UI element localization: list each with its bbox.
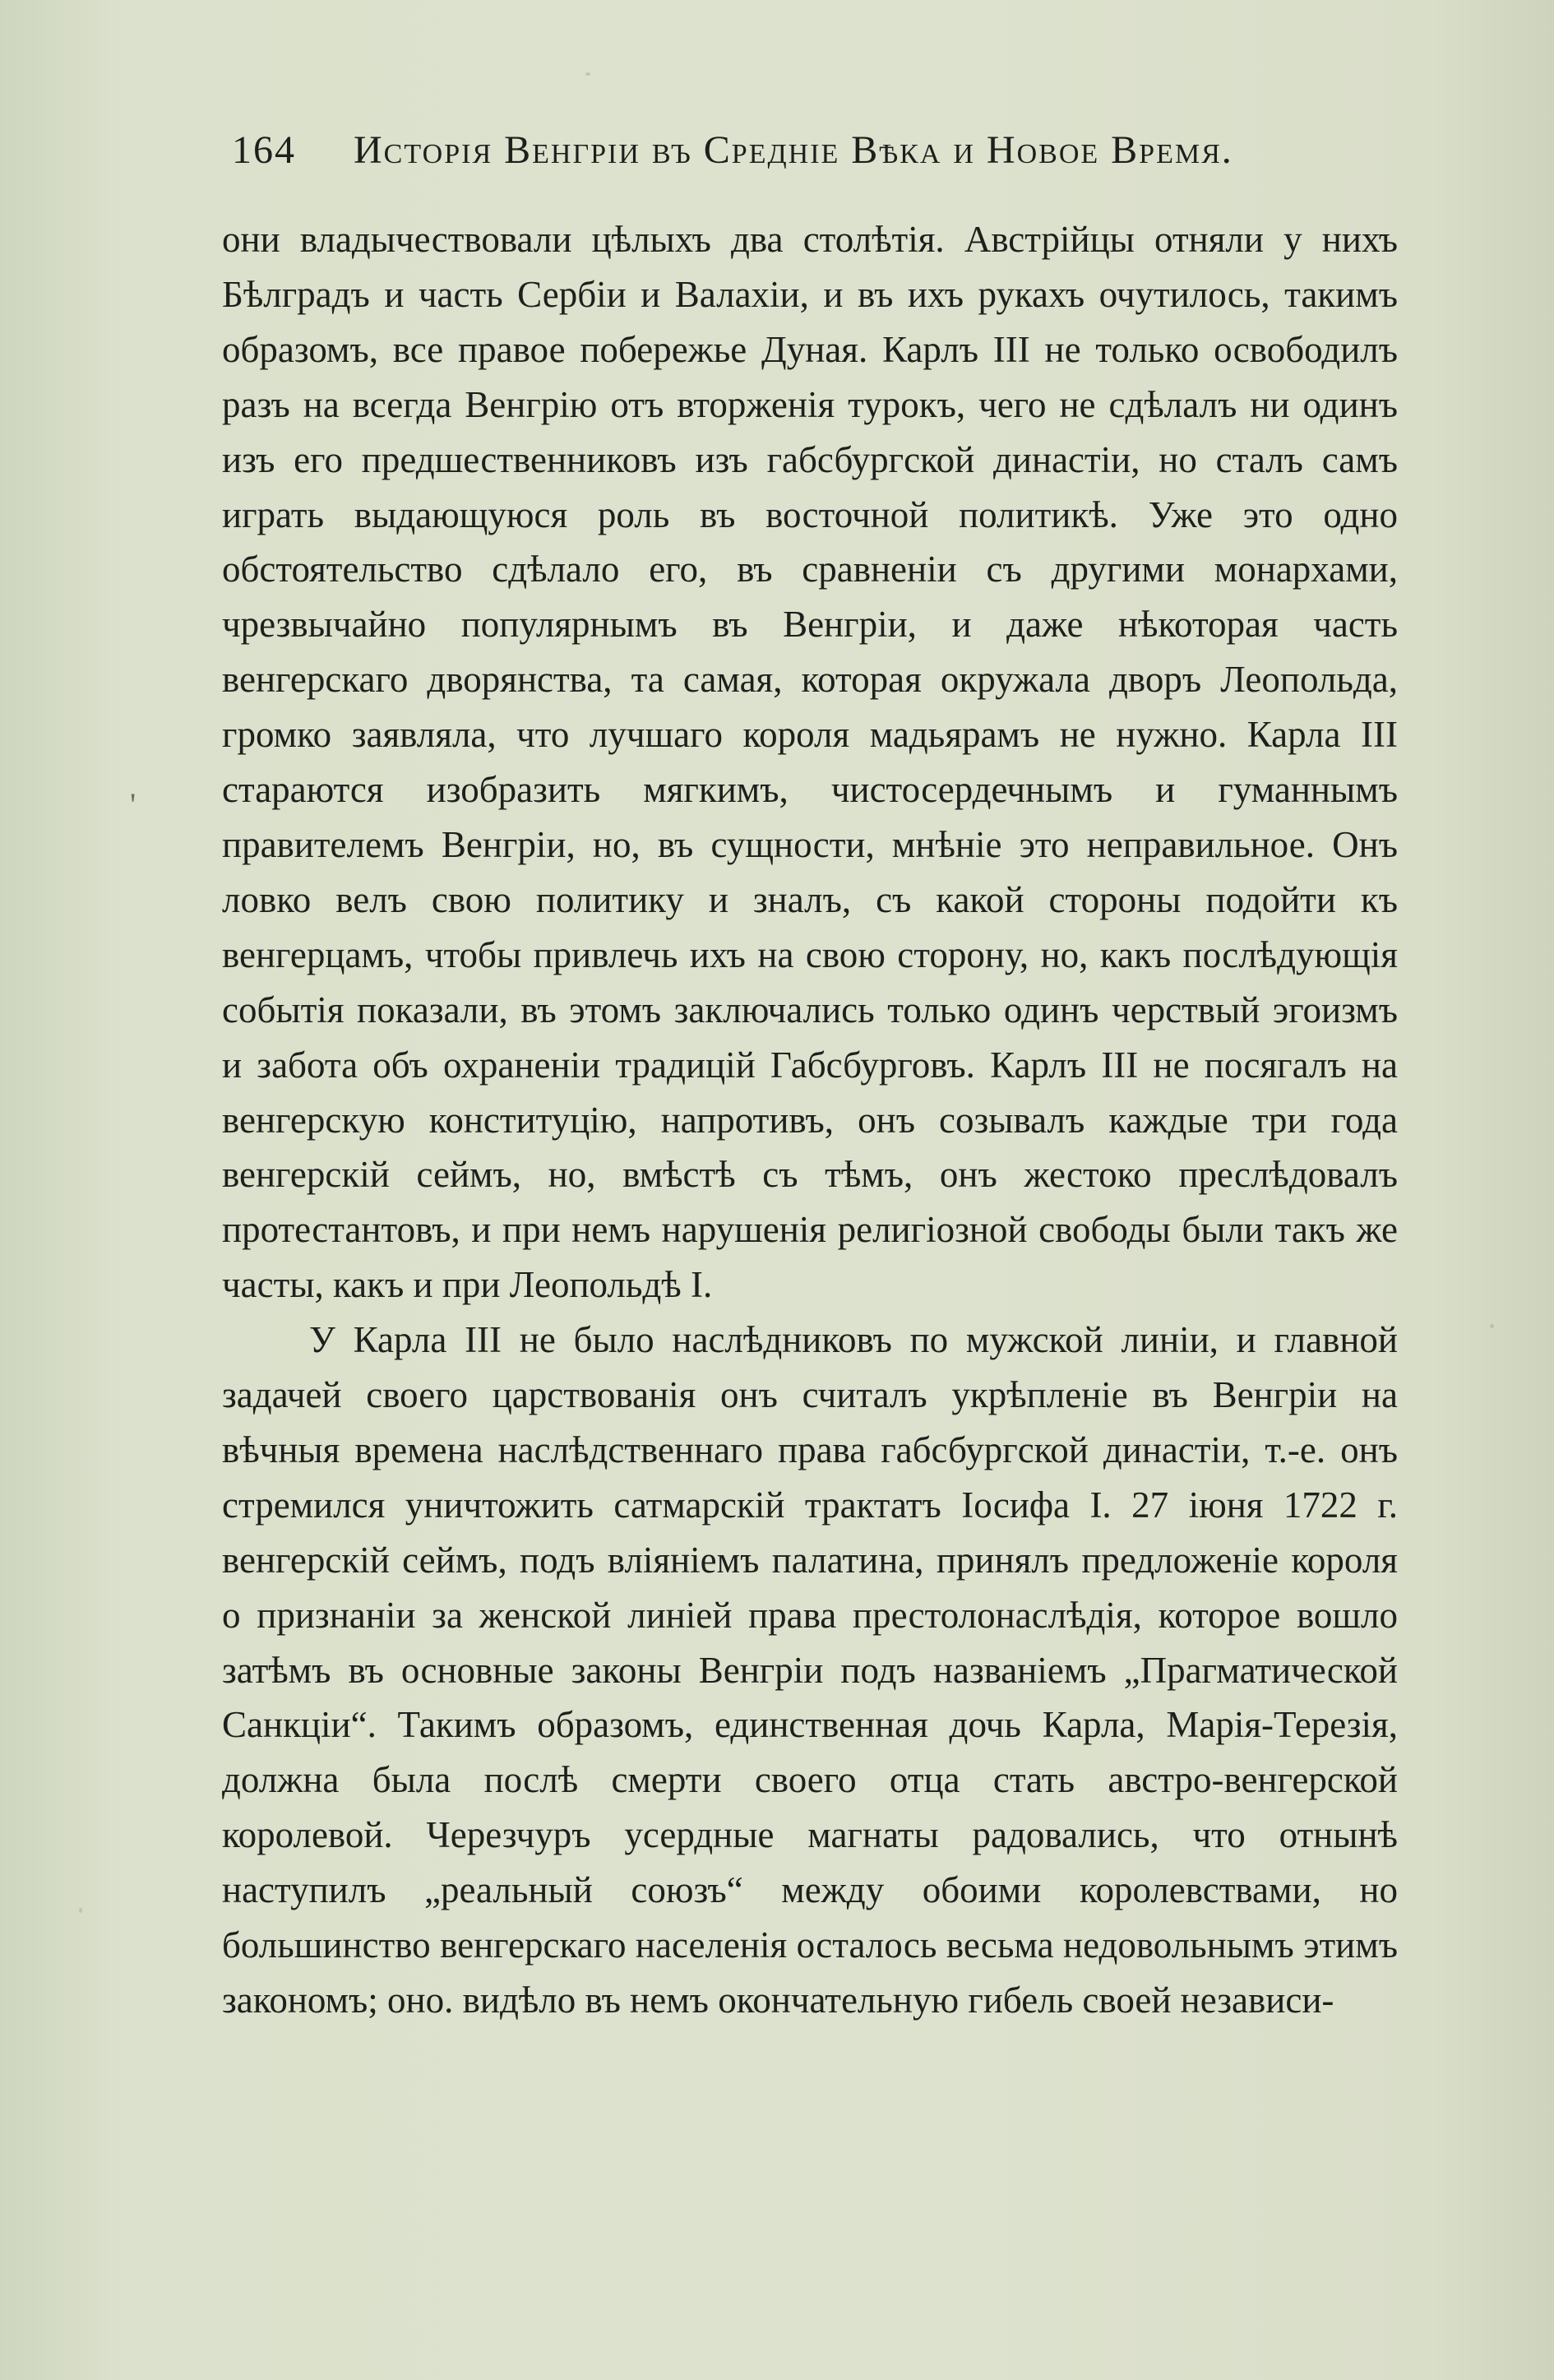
running-title: Исторія Венгріи въ Средніе Вѣка и Новое Время. xyxy=(354,128,1233,172)
paper-speck xyxy=(79,1908,82,1913)
paragraph-1: они владычествовали цѣлыхъ два столѣтія. Австрійцы отняли у нихъ Бѣлградъ и часть Сербіи и Валахіи, и въ ихъ рукахъ очутилось, такимъ образомъ, все правое побережье Дуная. Карлъ III не только освободилъ разъ на всегда Венгрію отъ вторженія турокъ, чего не сдѣлалъ ни одинъ изъ его предшественниковъ изъ габсбургской династіи, но сталъ самъ играть выдающуюся роль въ восточной политикѣ. Уже это одно обстоятельство сдѣлало его, въ сравненіи съ другими монархами, чрезвычайно популярнымъ въ Венгріи, и даже нѣкоторая часть венгерскаго дворянства, та самая, которая окружала дворъ Леопольда, громко заявляла, что лучшаго короля мадьярамъ не нужно. Карла III стараются изобразить мягкимъ, чистосердечнымъ и гуманнымъ правителемъ Венгріи, но, въ сущности, мнѣніе это неправильное. Онъ ловко велъ свою политику и зналъ, съ какой стороны подойти къ венгерцамъ, чтобы привлечь ихъ на свою сторону, но, какъ послѣдующія событія показали, въ этомъ заключались только одинъ черствый эгоизмъ и забота объ охраненіи традицій Габсбурговъ. Карлъ III не посягалъ на венгерскую конституцію, напротивъ, онъ созывалъ каждые три года венгерскій сеймъ, но, вмѣстѣ съ тѣмъ, онъ жестоко преслѣдовалъ протестантовъ, и при немъ нарушенія религіозной свободы были такъ же часты, какъ и при Леопольдѣ I. xyxy=(222,219,1398,1306)
paper-speck xyxy=(1490,1324,1494,1328)
margin-mark: ' xyxy=(130,786,136,823)
body-text xyxy=(222,212,1398,2028)
page-number: 164 xyxy=(232,128,296,172)
running-head xyxy=(232,122,1325,179)
paragraph-2: У Карла III не было наслѣдниковъ по мужской линіи, и главной задачей своего царствованія онъ считалъ укрѣпленіе въ Венгріи на вѣчныя времена наслѣдственнаго права габсбургской династіи, т.-е. онъ стремился уничтожить сатмарскій трактатъ Іосифа I. 27 іюня 1722 г. венгерскій сеймъ, подъ вліяніемъ палатина, принялъ предложеніе короля о признаніи за женской линіей права престолонаслѣдія, которое вошло затѣмъ въ основные законы Венгріи подъ названіемъ „Прагматической Санкціи“. Такимъ образомъ, единственная дочь Карла, Марія-Терезія, должна была послѣ смерти своего отца стать австро-венгерской королевой. Черезчуръ усердные магнаты радовались, что отнынѣ наступилъ „реальный союзъ“ между обоими королевствами, но большинство венгерскаго населенія осталось весьма недовольнымъ этимъ закономъ; оно. видѣло въ немъ окончательную гибель своей независи- xyxy=(222,1319,1398,2021)
paper-speck xyxy=(585,72,590,76)
